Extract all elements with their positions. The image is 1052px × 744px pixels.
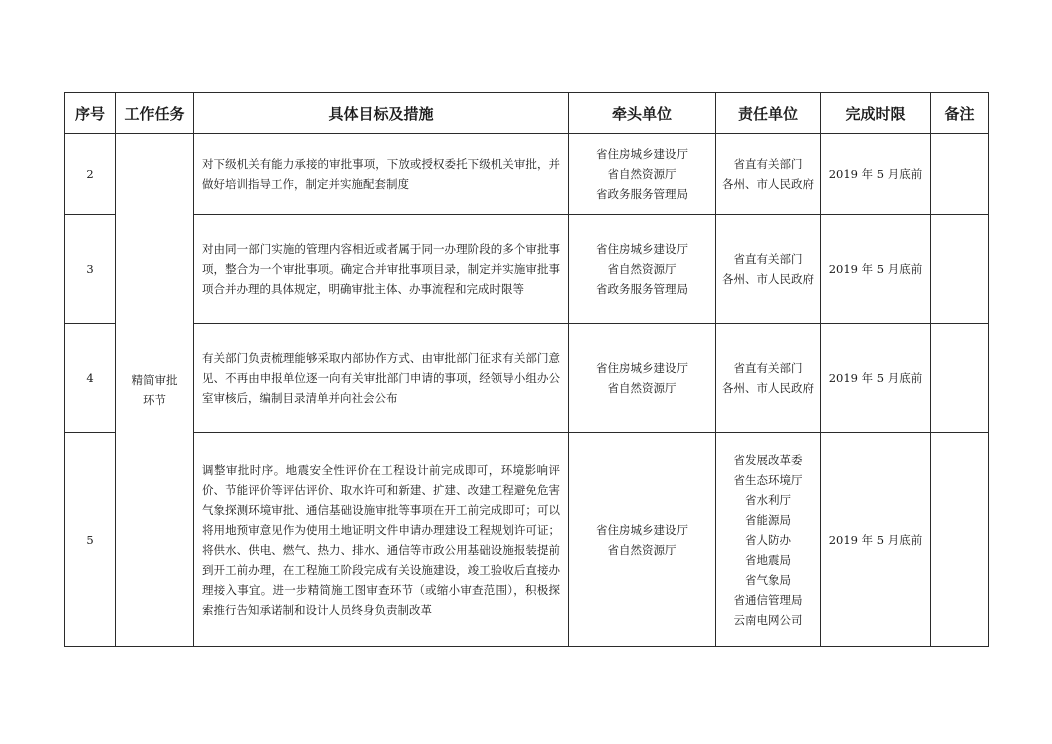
responsible-unit: 省生态环境厅 [733, 472, 803, 487]
remark-cell [931, 433, 989, 647]
lead-unit: 省住房城乡建设厅 [596, 147, 688, 161]
responsible-cell [716, 433, 821, 647]
header-deadline: 完成时限 [821, 93, 931, 134]
measure-cell: 调整审批时序。地震安全性评价在工程设计前完成即可，环境影响评价、节能评价等评估评价、取水许可和新建、扩建、改建工程避免危害气象探测环境审批、通信基础设施审批等事项在开工前完成即可；可以将用地预审意见作为使用土地证明文件申请办理建设工程规划许可证；将供水、供电、燃气、热力、排水、通信等市政公用基础设施报装提前到开工前办理，在工程施工阶段完成有关设施建设，竣工验收后直接办理接入事宜。进一步精简施工图审查环节（或缩小审查范围），积极探索推行告知承诺制和设计人员终身负责制改革 [194, 433, 569, 647]
responsible-unit: 省地震局 [745, 552, 791, 567]
deadline-cell: 2019 年 5 月底前 [821, 324, 931, 433]
table-row [65, 433, 989, 647]
table-row [65, 134, 989, 215]
responsible-unit: 各州、市人民政府 [722, 381, 814, 395]
responsible-unit: 省直有关部门 [733, 157, 803, 171]
header-no: 序号 [65, 93, 116, 134]
deadline-cell: 2019 年 5 月底前 [821, 134, 931, 215]
lead-cell [569, 134, 716, 215]
header-lead: 牵头单位 [569, 93, 716, 134]
deadline-cell: 2019 年 5 月底前 [821, 215, 931, 324]
lead-unit: 省住房城乡建设厅 [596, 242, 688, 256]
responsible-cell [716, 215, 821, 324]
lead-unit: 省自然资源厅 [607, 542, 677, 557]
lead-unit: 省住房城乡建设厅 [596, 522, 688, 537]
responsible-unit: 省水利厅 [745, 492, 791, 507]
remark-cell [931, 324, 989, 433]
lead-unit: 省自然资源厅 [607, 167, 677, 181]
row-no: 5 [65, 433, 116, 647]
header-responsible: 责任单位 [716, 93, 821, 134]
header-measures: 具体目标及措施 [194, 93, 569, 134]
responsible-cell [716, 134, 821, 215]
lead-unit: 省政务服务管理局 [596, 187, 688, 201]
header-remark: 备注 [931, 93, 989, 134]
lead-unit: 省自然资源厅 [607, 262, 677, 276]
row-no: 2 [65, 134, 116, 215]
task-cell [116, 134, 194, 647]
row-no: 3 [65, 215, 116, 324]
lead-cell [569, 433, 716, 647]
responsible-unit: 省气象局 [745, 572, 791, 587]
task-name-line: 精简审批 [131, 373, 178, 387]
task-name-line: 环节 [143, 393, 166, 407]
header-task: 工作任务 [116, 93, 194, 134]
responsible-unit: 省直有关部门 [733, 252, 803, 266]
responsible-unit: 云南电网公司 [733, 612, 803, 627]
responsible-unit: 省人防办 [745, 532, 791, 547]
remark-cell [931, 134, 989, 215]
responsible-unit: 省通信管理局 [733, 592, 803, 607]
lead-unit: 省住房城乡建设厅 [596, 361, 688, 375]
responsible-unit: 省直有关部门 [733, 361, 803, 375]
lead-cell [569, 324, 716, 433]
responsible-unit: 省发展改革委 [733, 452, 803, 467]
measure-cell: 对由同一部门实施的管理内容相近或者属于同一办理阶段的多个审批事项，整合为一个审批事项。确定合并审批事项目录，制定并实施审批事项合并办理的具体规定，明确审批主体、办事流程和完成时限等 [194, 215, 569, 324]
row-no: 4 [65, 324, 116, 433]
table-row [65, 324, 989, 433]
measure-cell: 对下级机关有能力承接的审批事项，下放或授权委托下级机关审批，并做好培训指导工作，制定并实施配套制度 [194, 134, 569, 215]
table-row [65, 215, 989, 324]
lead-unit: 省政务服务管理局 [596, 282, 688, 296]
responsible-unit: 各州、市人民政府 [722, 272, 814, 286]
responsible-unit: 各州、市人民政府 [722, 177, 814, 191]
measure-cell: 有关部门负责梳理能够采取内部协作方式、由审批部门征求有关部门意见、不再由申报单位逐一向有关审批部门申请的事项，经领导小组办公室审核后，编制目录清单并向社会公布 [194, 324, 569, 433]
task-table [64, 92, 989, 647]
responsible-cell [716, 324, 821, 433]
remark-cell [931, 215, 989, 324]
lead-cell [569, 215, 716, 324]
deadline-cell: 2019 年 5 月底前 [821, 433, 931, 647]
lead-unit: 省自然资源厅 [607, 381, 677, 395]
responsible-unit: 省能源局 [745, 512, 791, 527]
header-row [65, 93, 989, 134]
